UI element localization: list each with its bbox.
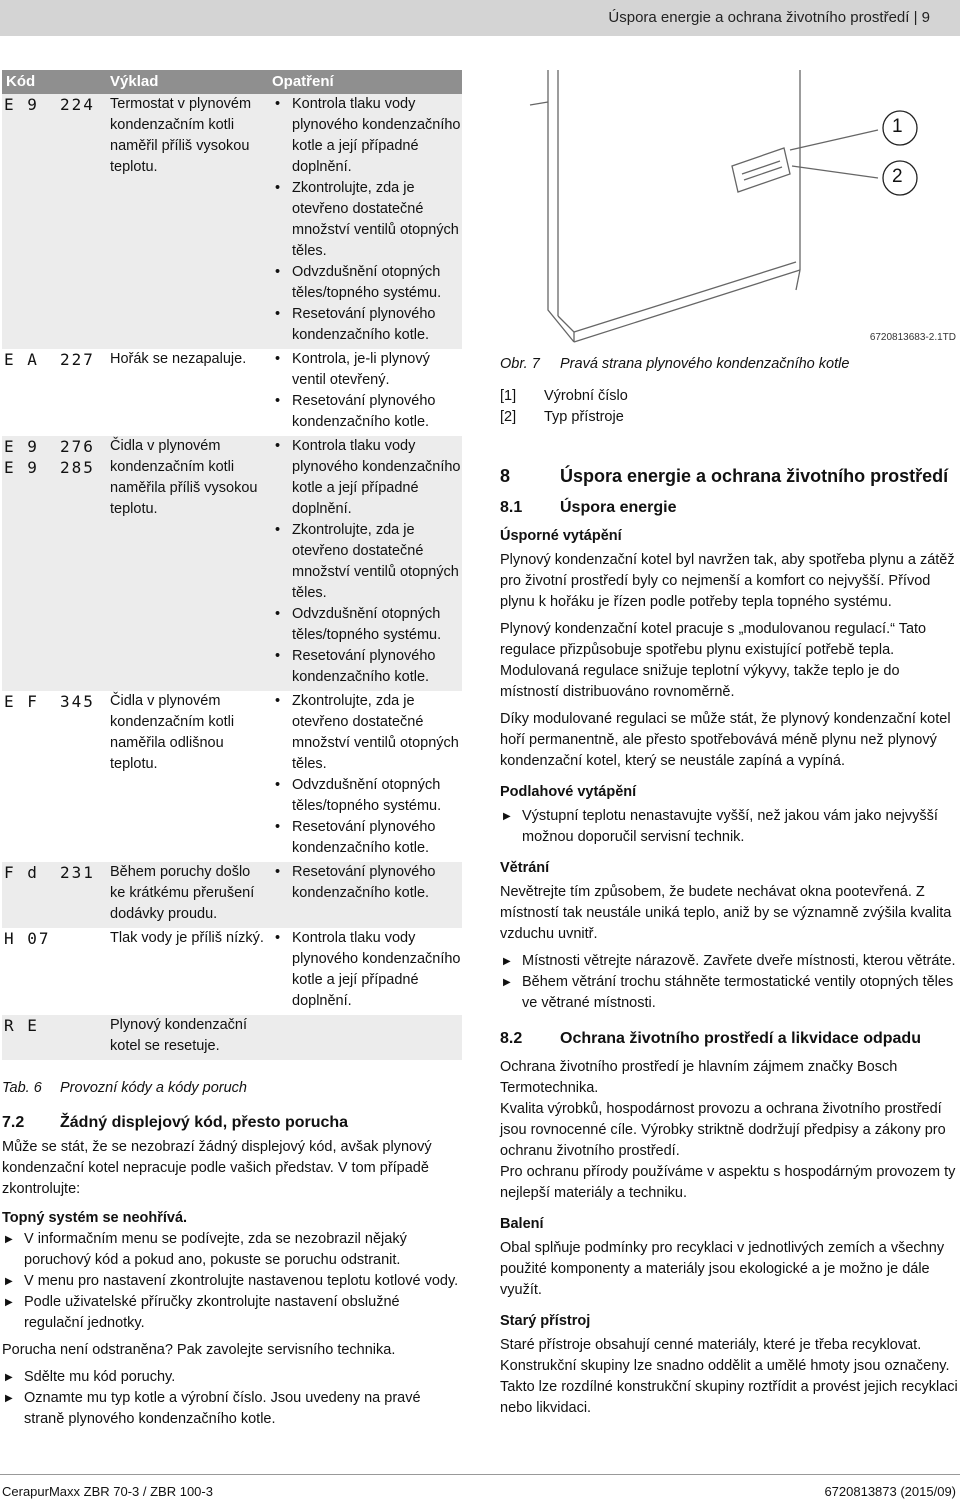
list-item: ▶ Sdělte mu kód poruchy.: [2, 1367, 462, 1388]
description-cell: Čidla v plynovém kondenzačním kotli naměřila příliš vysokou teplotu.: [110, 438, 258, 517]
error-code-table: [2, 70, 462, 1060]
table-row: [2, 928, 462, 1015]
code-line: [2, 457, 110, 478]
callout-1-label: 1: [892, 116, 903, 137]
action-cell: [270, 691, 462, 862]
list-item: ▶ Během větrání trochu stáhněte termostatické ventily otopných těles ve větrané místnosti.: [500, 972, 958, 1014]
section-number: 8.2: [500, 1030, 523, 1047]
section-title: Ochrana životního prostředí a likvidace odpadu: [560, 1030, 921, 1047]
error-code-cell: [2, 1015, 110, 1060]
action-item: • Resetování plynového kondenzačního kotle.: [270, 862, 462, 904]
table-row: [2, 862, 462, 928]
table-row: [2, 1015, 462, 1060]
display-code: E 9: [4, 437, 39, 456]
paragraph: Obal splňuje podmínky pro recyklaci v jednotlivých zemích a všechny použité komponenty a materiály jsou ekologické a je možno je dále využít.: [500, 1240, 945, 1298]
action-item: • Kontrola tlaku vody plynového kondenzačního kotle a její případné doplnění.: [270, 928, 462, 1012]
subheading: Podlahové vytápění: [500, 784, 637, 800]
paragraph: Ochrana životního prostředí je hlavním zájmem značky Bosch Termotechnika.: [500, 1059, 898, 1096]
action-cell: [270, 1015, 462, 1060]
action-item: • Resetování plynového kondenzačního kotle.: [270, 817, 462, 859]
action-cell: [270, 349, 462, 436]
action-item: • Resetování plynového kondenzačního kotle.: [270, 646, 462, 688]
display-code: E F: [4, 692, 39, 711]
chapter-number: 8: [500, 466, 511, 486]
figure-legend: [500, 386, 628, 428]
boiler-drawing: [500, 70, 960, 350]
table-row: [2, 436, 462, 691]
display-code: E A: [4, 350, 39, 369]
section-title: Úspora energie: [560, 499, 677, 516]
subheading: Balení: [500, 1216, 544, 1232]
action-item: • Kontrola tlaku vody plynového kondenzačního kotle a její případné doplnění.: [270, 94, 462, 178]
action-item: • Odvzdušnění otopných těles/topného systému.: [270, 604, 462, 646]
figure-caption-text: Pravá strana plynového kondenzačního kotle: [560, 356, 850, 372]
section-8-2-heading: [500, 1028, 958, 1049]
code-line: [2, 349, 110, 370]
additional-code: 285: [60, 458, 95, 477]
section-7-2: [2, 1112, 462, 1430]
callout-2-label: 2: [892, 166, 903, 187]
action-item: • Odvzdušnění otopných těles/topného systému.: [270, 262, 462, 304]
chapter-title: Úspora energie a ochrana životního prostředí: [560, 466, 949, 486]
list-item: ▶ Výstupní teplotu nenastavujte vyšší, než jakou vám jako nejvyšší možnou doporučil servisní technik.: [500, 806, 958, 848]
paragraph: Nevětrejte tím způsobem, že budete nechávat okna pootevřená. Z místností tak neustále uniká teplo, aniž by se významně zvýšila kvalita vzduchu uvnitř.: [500, 884, 952, 942]
list-item: ▶ Podle uživatelské příručky zkontrolujte nastavení obslužné regulační jednotky.: [2, 1292, 462, 1334]
code-line: [2, 928, 110, 949]
paragraph: Díky modulované regulaci se může stát, že plynový kondenzační kotel hoří permanentně, ale přesto spotřebovává méně plynu než plynový kondenzační kotel, který se neustále zapíná a vypíná.: [500, 711, 951, 769]
col-header-desc: Výklad: [110, 73, 159, 90]
table-caption-text: Provozní kódy a kódy poruch: [60, 1080, 247, 1096]
list-item: ▶ Místnosti větrejte nárazově. Zavřete dveře místnosti, kterou větráte.: [500, 951, 958, 972]
table-header: [2, 70, 462, 94]
section-title: Žádný displejový kód, přesto porucha: [60, 1114, 349, 1131]
error-code-cell: [2, 436, 110, 691]
display-code: R E: [4, 1016, 39, 1035]
footer-doc-number: 6720813873 (2015/09): [824, 1484, 956, 1499]
table-caption-label: Tab. 6: [2, 1080, 42, 1096]
error-code-cell: [2, 349, 110, 436]
additional-code: 231: [60, 863, 95, 882]
paragraph: Plynový kondenzační kotel byl navržen tak, aby spotřeba plynu a zátěž pro životní prostředí byly co nejmenší a komfort co nejvyšší. Přívod plynu k hořáku je řízen podle potřeby tepla topného systému.: [500, 552, 955, 610]
additional-code: 345: [60, 692, 95, 711]
section-number: 7.2: [2, 1114, 25, 1131]
legend-text: Typ přístroje: [544, 409, 624, 425]
footer-product: CerapurMaxx ZBR 70-3 / ZBR 100-3: [2, 1484, 213, 1499]
additional-code: 227: [60, 350, 95, 369]
action-cell: [270, 928, 462, 1015]
col-header-action: Opatření: [272, 73, 334, 90]
description-cell: Termostat v plynovém kondenzačním kotli naměřil příliš vysokou teplotu.: [110, 96, 252, 175]
figure-caption-label: Obr. 7: [500, 356, 540, 372]
action-item: • Zkontrolujte, zda je otevřeno dostatečné množství ventilů otopných těles.: [270, 691, 462, 775]
table-caption: [2, 1080, 247, 1096]
display-code: E 9: [4, 458, 39, 477]
subheading: Starý přístroj: [500, 1313, 591, 1329]
paragraph: Pro ochranu přírody používáme v aspektu s hospodárným provozem ty nejlepší materiály a techniku.: [500, 1164, 956, 1201]
code-line: [2, 94, 110, 115]
action-item: • Resetování plynového kondenzačního kotle.: [270, 391, 462, 433]
description-cell: Během poruchy došlo ke krátkému přerušení dodávky proudu.: [110, 864, 255, 922]
display-code: H 07: [4, 929, 51, 948]
code-line: [2, 1015, 110, 1036]
code-line: [2, 691, 110, 712]
section-7-2-heading: [2, 1112, 462, 1133]
list-item: ▶ V menu pro nastavení zkontrolujte nastavenou teplotu kotlové vody.: [2, 1271, 462, 1292]
error-code-cell: [2, 691, 110, 862]
error-code-cell: [2, 94, 110, 349]
error-code-cell: [2, 928, 110, 1015]
table-body: [2, 94, 462, 1060]
action-cell: [270, 862, 462, 928]
action-item: • Odvzdušnění otopných těles/topného systému.: [270, 775, 462, 817]
table-row: [2, 691, 462, 862]
action-item: • Zkontrolujte, zda je otevřeno dostatečné množství ventilů otopných těles.: [270, 520, 462, 604]
legend-item: [500, 407, 628, 428]
action-item: • Kontrola tlaku vody plynového kondenzačního kotle a její případné doplnění.: [270, 436, 462, 520]
action-item: • Kontrola, je-li plynový ventil otevřený.: [270, 349, 462, 391]
legend-ref: [2]: [500, 409, 517, 425]
page-header-title: Úspora energie a ochrana životního prostředí | 9: [608, 9, 930, 26]
chapter-8: [500, 466, 958, 1425]
col-header-code: Kód: [6, 73, 36, 90]
additional-code: 224: [60, 95, 95, 114]
action-item: • Resetování plynového kondenzačního kotle.: [270, 304, 462, 346]
chapter-8-heading: [500, 466, 958, 487]
header-bar: [0, 0, 960, 36]
paragraph: Staré přístroje obsahují cenné materiály, které je třeba recyklovat. Konstrukční skupiny lze snadno oddělit a umělé hmoty jsou označeny. Takto lze rozdílné konstrukční skupiny roztřídit a provést jejich recyklaci nebo likvidaci.: [500, 1337, 958, 1416]
subheading: Úsporné vytápění: [500, 528, 622, 544]
paragraph: Kvalita výrobků, hospodárnost provozu a ochrana životního prostředí jsou rovnocenné cíle. Výrobky striktně dodržují předpisy a zákony pro ochranu životního prostředí.: [500, 1101, 946, 1159]
code-line: [2, 862, 110, 883]
list-item: ▶ Oznamte mu typ kotle a výrobní číslo. Jsou uvedeny na pravé straně plynového kondenzačního kotle.: [2, 1388, 462, 1430]
legend-ref: [1]: [500, 388, 517, 404]
action-cell: [270, 436, 462, 691]
table-row: [2, 349, 462, 436]
section-8-1-heading: [500, 497, 958, 518]
code-line: [2, 436, 110, 457]
not-fixed-text: Porucha není odstraněna? Pak zavolejte servisního technika.: [2, 1342, 396, 1358]
legend-item: [500, 386, 628, 407]
section-number: 8.1: [500, 499, 523, 516]
paragraph: Plynový kondenzační kotel pracuje s „modulovanou regulací.“ Tato regulace přizpůsobuje spotřebu plynu existující potřebě tepla. Modulovaná regulace snižuje teplotní výkyvy, takže teplo je do místností distribuováno rovnoměrně.: [500, 621, 927, 700]
section-subhead: Topný systém se neohřívá.: [2, 1210, 188, 1226]
list-item: ▶ V informačním menu se podívejte, zda se nezobrazil nějaký poruchový kód a pokud ano, pokuste se poruchu odstranit.: [2, 1229, 462, 1271]
section-intro: Může se stát, že se nezobrazí žádný displejový kód, avšak plynový kondenzační kotel nepracuje podle vašich představ. V tom případě zkontrolujte:: [2, 1139, 432, 1197]
figure-code: 6720813683-2.1TD: [869, 332, 956, 343]
footer-divider: [0, 1474, 960, 1475]
table-row: [2, 94, 462, 349]
additional-code: 276: [60, 437, 95, 456]
figure-caption: [500, 356, 849, 372]
description-cell: Čidla v plynovém kondenzačním kotli naměřila odlišnou teplotu.: [110, 693, 235, 772]
subheading: Větrání: [500, 860, 550, 876]
display-code: F d: [4, 863, 39, 882]
description-cell: Tlak vody je příliš nízký.: [110, 930, 264, 946]
error-code-cell: [2, 862, 110, 928]
description-cell: Plynový kondenzační kotel se resetuje.: [110, 1017, 248, 1054]
action-item: • Zkontrolujte, zda je otevřeno dostatečné množství ventilů otopných těles.: [270, 178, 462, 262]
display-code: E 9: [4, 95, 39, 114]
legend-text: Výrobní číslo: [544, 388, 628, 404]
boiler-figure: [500, 70, 960, 350]
action-cell: [270, 94, 462, 349]
description-cell: Hořák se nezapaluje.: [110, 351, 247, 367]
